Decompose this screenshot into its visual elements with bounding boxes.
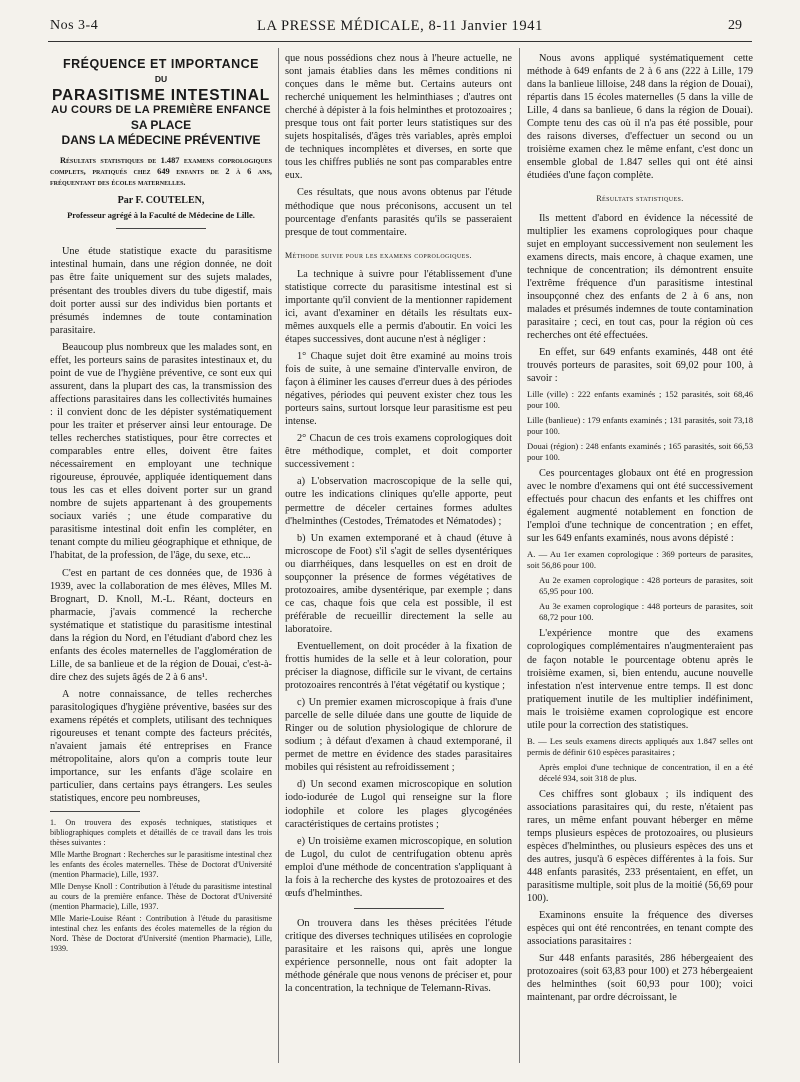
footnote-reference: Mlle Denyse Knoll : Contribution à l'étude du parasitisme intestinal au cours de la première enfance. Thèse de Doctorat d'Université (mention Pharmacie), Lille, 1937. <box>50 882 272 912</box>
column-divider <box>278 48 279 1063</box>
paragraph: a) L'observation macroscopique de la selle qui, outre les indications cliniques qu'elle apporte, peut permettre de déceler certaines formes adultes d'helminthes (Cestodes, Trématodes et Nématodes) ; <box>285 476 512 527</box>
paragraph: On trouvera dans les thèses précitées l'étude critique des diverses techniques utilisées en coprologie parasitaire et les raisons qui, après une longue expérience personnelle, nous ont fait adopter la méthode générale que nous venons de préciser et, pour la concentration, la technique de Telemann-Rivas. <box>285 917 512 995</box>
paragraph: 2° Chacun de ces trois examens coprologiques doit être méthodique, complet, et doit comporter successivement : <box>285 433 512 471</box>
paragraph: Nous avons appliqué systématiquement cette méthode à 649 enfants de 2 à 6 ans (222 à Lille, 179 dans la banlieue lilloise, 248 dans la région de Douai), répartis dans 15 écoles maternelles (5 dans la ville de Lille, 4 dans sa banlieue, 6 dans la région de Douai). Compte tenu des cas où il n'a pas été possible, pour des raisons diverses, d'effectuer un second ou un troisième examen chez le même enfant, c'est donc un ensemble global de 1.847 selles qui ont été ainsi étudiées d'une façon complète. <box>527 53 753 182</box>
journal-title: LA PRESSE MÉDICALE, 8-11 Janvier 1941 <box>257 18 543 34</box>
paragraph: Beaucoup plus nombreux que les malades sont, en effet, les porteurs sains de parasites intestinaux et, du point de vue de l'hygiène préventive, ce sont eux qui assurent, dans la plupart des cas, la transmission des affections parasitaires dans les collectivités humaines : il convient donc de les dépister systématiquement pour les traiter et préserver ainsi leur entourage. De telles recherches statistiques, pour être correctes et comparables entre elles, doivent être faites nécessairement en employant une technique rigoureuse, éprouvée, appliquée identiquement dans tous les cas et elles doivent porter sur un grand nombre de sujets appartenant à des groupements sociaux variés ; une étude comparative du parasitisme intestinal doit enfin les compléter, en tenant compte du milieu géographique et ethnique, de l'habitat, de la profession, de l'âge, du sexe, etc... <box>50 341 272 562</box>
paragraph: Ils mettent d'abord en évidence la nécessité de multiplier les examens coprologiques pour chaque sujet en employant successivement non seulement les examens directs, mais encore, à chaque examen, une technique de concentration; ils démontrent ensuite l'extrême fréquence d'un parasitisme intestinal insoupçonné chez des enfants de 2 à 6 ans, non malades et présumés indemnes de toute contamination parasitaire ; ceci, en tout cas, pour la région où ces recherches ont été effectuées. <box>527 212 753 341</box>
paragraph: Eventuellement, on doit procéder à la fixation de frottis humides de la selle et à leur coloration, pour préciser la diagnose, difficile sur le vivant, de certains protozoaires rencontrés à l'état végétatif ou kystique ; <box>285 640 512 692</box>
stat-line: A. — Au 1er examen coprologique : 369 porteurs de parasites, soit 56,86 pour 100. <box>527 549 753 571</box>
title-line-6: DANS LA MÉDECINE PRÉVENTIVE <box>61 133 261 148</box>
paragraph: Examinons ensuite la fréquence des diverses espèces qui ont été rencontrées, en tenant compte des associations parasitaires : <box>527 910 753 948</box>
article-author: Par F. COUTELEN, <box>117 195 205 207</box>
article-summary: Résultats statistiques de 1.487 examens coprologiques complets, pratiqués chez 649 enfants de 2 à 6 ans, fréquentant des écoles maternelles. <box>50 156 272 188</box>
separator <box>354 908 444 909</box>
title-line-2: DU <box>154 74 168 85</box>
stat-line: Douai (région) : 248 enfants examinés ; 165 parasités, soit 66,53 pour 100. <box>527 441 753 463</box>
footnote-reference: Mlle Marthe Brognart : Recherches sur le parasitisme intestinal chez les enfants des écoles maternelles. Thèse de Doctorat d'Université (mention Pharmacie), Lille, 1937. <box>50 850 272 880</box>
column-3 <box>527 52 753 1009</box>
stat-line: Au 2e examen coprologique : 428 porteurs de parasites, soit 65,95 pour 100. <box>539 575 753 597</box>
paragraph: Ces chiffres sont globaux ; ils indiquent des associations parasitaires qui, du reste, n'étaient pas rares, un même enfant pouvant héberger en même temps plusieurs espèces de protozoaires, ou plusieurs espèces d'helminthes, ou plusieurs espèces des uns et des autres, jusqu'à 6 espèces différentes à la fois. Sur 448 enfants parasités, 233 présentaient, en effet, un parasitisme multiple, soit plus de la moitié (56,69 pour 100). <box>527 788 753 905</box>
title-line-4: AU COURS DE LA PREMIÈRE ENFANCE <box>51 104 271 117</box>
issue-number: Nos 3-4 <box>50 18 99 33</box>
paragraph: e) Un troisième examen microscopique, en solution de Lugol, du culot de centrifugation obtenu après emploi d'une méthode de concentration s'appliquant à la fois à la recherche des kystes de protozoaires et des œufs d'helminthes. <box>285 835 512 899</box>
paragraph: A notre connaissance, de telles recherches parasitologiques d'hygiène préventive, basées sur des examens répétés et complets, utilisant des techniques rigoureuses et tenant compte des facteurs précités, n'avaient jamais été entreprises en France métropolitaine, alors qu'on a compris toute leur importance, sur les enfants d'âge scolaire en particulier, dans certains pays étrangers. Les seules statistiques, encore peu nombreuses, <box>50 688 272 805</box>
paragraph: Sur 448 enfants parasités, 286 hébergeaient des protozoaires (soit 63,83 pour 100) et 273 hébergeaient des helminthes (soit 60,93 pour 100); voici maintenant, par ordre décroissant, le <box>527 953 753 1004</box>
column-divider <box>519 48 520 1063</box>
paragraph: 1° Chaque sujet doit être examiné au moins trois fois de suite, à une semaine d'intervalle environ, de façon à éliminer les causes d'erreur dues à des périodes négatives, périodes qui peuvent exister chez tous les porteurs sains, surtout lorsque leur parasitisme est peu intense. <box>285 350 512 428</box>
paragraph: L'expérience montre que des examens coprologiques complémentaires n'augmenteraient pas de façon notable le pourcentage obtenu après le troisième examen, si, bien entendu, aucune nouvelle infestation n'est intervenue entre temps. Il est donc pratiquement inutile de les multiplier indéfiniment, mais le troisième examen coprologique est encore utile pour la correction des statistiques. <box>527 628 753 731</box>
paragraph: Ces résultats, que nous avons obtenus par l'étude méthodique que nous préconisons, accusent un tel pourcentage d'enfants parasités qu'ils se passeraient presque de tout commentaire. <box>285 187 512 238</box>
title-line-5: SA PLACE <box>130 118 192 133</box>
stat-line: Au 3e examen coprologique : 448 porteurs de parasites, soit 68,72 pour 100. <box>539 601 753 623</box>
stat-line: Lille (banlieue) : 179 enfants examinés ; 131 parasités, soit 73,18 pour 100. <box>527 415 753 437</box>
column-1 <box>50 52 272 956</box>
section-heading: Méthode suivie pour les examens coprologiques. <box>285 250 472 260</box>
footnote: 1. On trouvera des exposés techniques, statistiques et bibliographiques complets et détaillés de ce travail dans les trois thèses suivantes : <box>50 818 272 848</box>
paragraph: Ces pourcentages globaux ont été en progression avec le nombre d'examens qui ont été successivement effectués pour chacun des enfants et les chiffres ont également augmenté notablement en fonction de l'emploi d'une technique de concentration ; en effet, sur les 649 enfants examinés, nous avons dépisté : <box>527 468 753 545</box>
stat-line: Lille (ville) : 222 enfants examinés ; 152 parasités, soit 68,46 pour 100. <box>527 389 753 411</box>
paragraph: En effet, sur 649 enfants examinés, 448 ont été trouvés porteurs de parasites, soit 69,02 pour 100, à savoir : <box>527 346 753 385</box>
section-heading: Résultats statistiques. <box>596 194 684 204</box>
page-header <box>0 18 800 38</box>
paragraph: que nous possédions chez nous à l'heure actuelle, ne sont jamais établies dans les mêmes conditions ni conçues dans le même but. Certains auteurs ont recherché uniquement les helminthiases ; d'autres ont cherché à dépister à la fois helminthes et protozoaires ; presque tous ont fait porter leurs statistiques sur des sujets hospitalisés, d'âges très variables, après emploi de techniques incomplètes et diverses, en sorte que tous les chiffres publiés ne sont pas comparables entre eux. <box>285 53 512 182</box>
stat-line: Après emploi d'une technique de concentration, il en a été décelé 934, soit 318 de plus. <box>539 761 753 783</box>
paragraph: d) Un second examen microscopique en solution iodo-iodurée de Lugol qui renseigne sur la flore iodophile et colore les plages glycogénées caractéristiques de certains protistes ; <box>285 779 512 830</box>
author-affiliation: Professeur agrégé à la Faculté de Médecine de Lille. <box>67 210 255 221</box>
footnote-rule <box>50 811 140 812</box>
column-2 <box>285 52 512 999</box>
paragraph: c) Un premier examen microscopique à frais d'une parcelle de selle diluée dans une goutte de liquide de Ringer ou de solution physiologique de chlorure de sodium ; à défaut d'examen à chaud extemporané, il permet de mettre en évidence des stades parasitaires mobiles qui résistent au refroidissement ; <box>285 697 512 774</box>
title-line-3: PARASITISME INTESTINAL <box>52 87 270 105</box>
header-rule <box>48 41 752 42</box>
separator <box>116 228 206 229</box>
page-number: 29 <box>728 18 742 33</box>
paragraph: Une étude statistique exacte du parasitisme intestinal humain, dans une région donnée, ne doit pas être faite uniquement sur des sujets malades, présentant des troubles divers du tube digestif, mais doit porter aussi sur des individus bien portants et présumés indemnes de toute contamination parasitaire. <box>50 246 272 336</box>
footnote-reference: Mlle Marie-Louise Réant : Contribution à l'étude du parasitisme intestinal chez les enfants des écoles maternelles de la région du Nord. Thèse de Doctorat d'Université (mention Pharmacie), Lille, 1939. <box>50 914 272 954</box>
paragraph: b) Un examen extemporané et à chaud (étuve à microscope de Foot) s'il s'agit de selles dysentériques ou diarrhéiques, dans lesquelles on est en droit de soupçonner la présence de formes végétatives de protozoaires, amibe dysentérique, par exemple ; dans ce cas, chaque fois que cela est possible, il est préférable de recueillir directement la selle au laboratoire. <box>285 532 512 635</box>
paragraph: La technique à suivre pour l'établissement d'une statistique correcte du parasitisme intestinal est si importante qu'il convient de la mentionner rapidement ici, avant d'examiner en détails les résultats eux-mêmes auxquels elle a permis d'aboutir. En voici les étapes successives, dont aucune n'est à négliger : <box>285 268 512 345</box>
stat-line: B. — Les seuls examens directs appliqués aux 1.847 selles ont permis de définir 610 espèces parasitaires ; <box>527 735 753 757</box>
paragraph: C'est en partant de ces données que, de 1936 à 1939, avec la collaboration de mes élèves, Mlles M. Brognart, D. Knoll, M.-L. Réant, docteurs en pharmacie, j'avais commencé la recherche systématique et statistique du parasitisme intestinal dans la région du Nord, en l'étudiant d'abord chez les enfants des écoles maternelles de l'agglomération de Lille, de sa banlieue et de la région de Douai, c'est-à-dire chez des sujets âgés de 2 à 6 ans¹. <box>50 567 272 683</box>
title-line-1: FRÉQUENCE ET IMPORTANCE <box>63 57 259 71</box>
